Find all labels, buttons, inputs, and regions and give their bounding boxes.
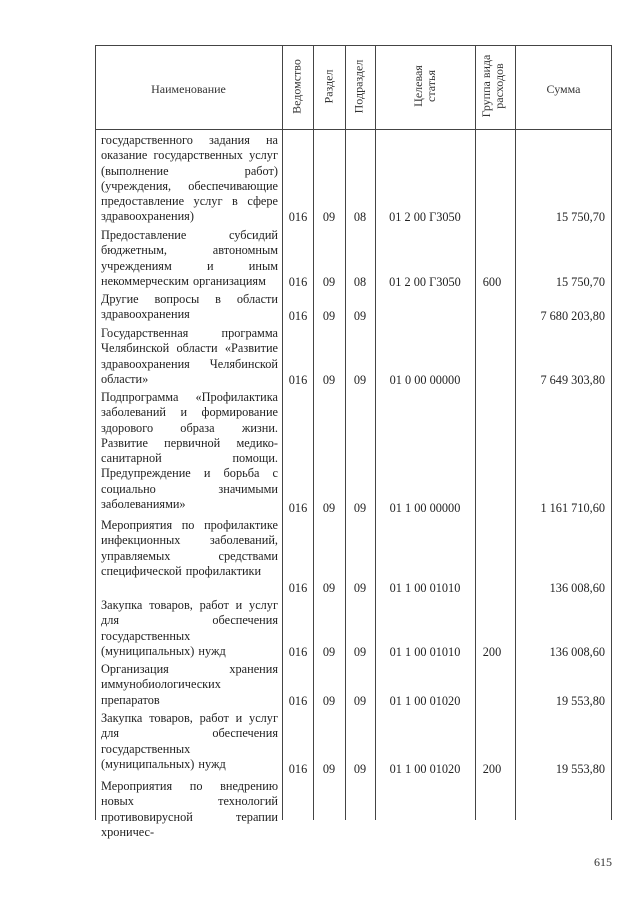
row-celevaya: 01 2 00 Г3050 xyxy=(389,209,461,224)
row-podrazdel: 09 xyxy=(353,372,367,387)
table-row xyxy=(95,711,612,777)
page-number: 615 xyxy=(594,855,612,869)
row-vedomstvo: 016 xyxy=(288,693,308,708)
row-name: Закупка товаров, работ и услуг для обеспечения государственных (муниципальных) нужд xyxy=(101,598,278,658)
table-row xyxy=(95,133,612,225)
row-summa: 19 553,80 xyxy=(555,693,605,708)
row-razdel: 09 xyxy=(322,372,336,387)
header-name: Наименование xyxy=(151,82,226,96)
table-row xyxy=(95,518,612,596)
row-gruppa: 200 xyxy=(482,761,502,776)
row-celevaya: 01 1 00 01010 xyxy=(389,580,461,595)
row-celevaya: 01 2 00 Г3050 xyxy=(389,274,461,289)
header-celevaya-statya xyxy=(412,41,438,131)
row-podrazdel: 09 xyxy=(353,308,367,323)
row-podrazdel: 09 xyxy=(353,580,367,595)
header-podrazdel: Подраздел xyxy=(351,59,366,114)
header-gruppa-line1: Группа вида xyxy=(479,54,493,118)
row-name: Организация хранения иммунобиологических препаратов xyxy=(101,662,278,707)
row-razdel: 09 xyxy=(322,580,336,595)
header-celevaya-line2: статья xyxy=(424,70,438,102)
table-row xyxy=(95,662,612,709)
header-celevaya-line1: Целевая xyxy=(411,65,425,107)
row-gruppa: 600 xyxy=(482,274,502,289)
table-row xyxy=(95,779,612,839)
row-name: государственного задания на оказание государственных услуг (выполнение работ) (учреждения, обеспечивающие предоставление услуг в сфере здравоохранения) xyxy=(101,133,278,224)
row-razdel: 09 xyxy=(322,308,336,323)
row-vedomstvo: 016 xyxy=(288,580,308,595)
row-podrazdel: 08 xyxy=(353,274,367,289)
row-celevaya: 01 1 00 01020 xyxy=(389,761,461,776)
row-summa: 136 008,60 xyxy=(549,580,605,595)
row-podrazdel: 08 xyxy=(353,209,367,224)
row-gruppa: 200 xyxy=(482,644,502,659)
header-gruppa-vida xyxy=(480,43,506,129)
row-summa: 136 008,60 xyxy=(549,644,605,659)
row-podrazdel: 09 xyxy=(353,500,367,515)
row-summa: 7 680 203,80 xyxy=(540,308,605,323)
row-podrazdel: 09 xyxy=(353,761,367,776)
row-podrazdel: 09 xyxy=(353,644,367,659)
row-summa: 15 750,70 xyxy=(555,209,605,224)
row-summa: 7 649 303,80 xyxy=(540,372,605,387)
row-celevaya: 01 1 00 01020 xyxy=(389,693,461,708)
row-vedomstvo: 016 xyxy=(288,308,308,323)
row-vedomstvo: 016 xyxy=(288,644,308,659)
table-row xyxy=(95,228,612,290)
row-name: Государственная программа Челябинской области «Развитие здравоохранения Челябинской области» xyxy=(101,326,278,386)
table-row xyxy=(95,390,612,516)
row-vedomstvo: 016 xyxy=(288,500,308,515)
row-name: Закупка товаров, работ и услуг для обеспечения государственных (муниципальных) нужд xyxy=(101,711,278,771)
header-vedomstvo: Ведомство xyxy=(289,59,304,114)
table-row xyxy=(95,598,612,660)
row-razdel: 09 xyxy=(322,644,336,659)
row-razdel: 09 xyxy=(322,761,336,776)
row-celevaya: 01 1 00 01010 xyxy=(389,644,461,659)
row-podrazdel: 09 xyxy=(353,693,367,708)
row-summa: 15 750,70 xyxy=(555,274,605,289)
row-razdel: 09 xyxy=(322,274,336,289)
row-name: Подпрограмма «Профилактика заболеваний и формирование здорового образа жизни. Развитие первичной медико-санитарной помощи. Предупреждение и борьба с социально значимыми заболеваниями» xyxy=(101,390,278,512)
row-vedomstvo: 016 xyxy=(288,209,308,224)
row-razdel: 09 xyxy=(322,209,336,224)
row-celevaya: 01 1 00 00000 xyxy=(389,500,461,515)
row-razdel: 09 xyxy=(322,500,336,515)
row-name: Другие вопросы в области здравоохранения xyxy=(101,292,278,322)
row-razdel: 09 xyxy=(322,693,336,708)
row-vedomstvo: 016 xyxy=(288,761,308,776)
header-razdel: Раздел xyxy=(321,69,336,104)
row-vedomstvo: 016 xyxy=(288,372,308,387)
row-name: Предоставление субсидий бюджетным, автономным учреждениям и иным некоммерческим организациям xyxy=(101,228,278,288)
row-celevaya: 01 0 00 00000 xyxy=(389,372,461,387)
table-row xyxy=(95,292,612,324)
row-name: Мероприятия по профилактике инфекционных заболеваний, управляемых средствами специфической профилактики xyxy=(101,518,278,578)
row-name: Мероприятия по внедрению новых технологий противовирусной терапии хроничес- xyxy=(101,779,278,839)
row-summa: 1 161 710,60 xyxy=(540,500,605,515)
row-summa: 19 553,80 xyxy=(555,761,605,776)
row-vedomstvo: 016 xyxy=(288,274,308,289)
header-summa: Сумма xyxy=(546,82,581,96)
table-row xyxy=(95,326,612,388)
header-gruppa-line2: расходов xyxy=(492,63,506,109)
